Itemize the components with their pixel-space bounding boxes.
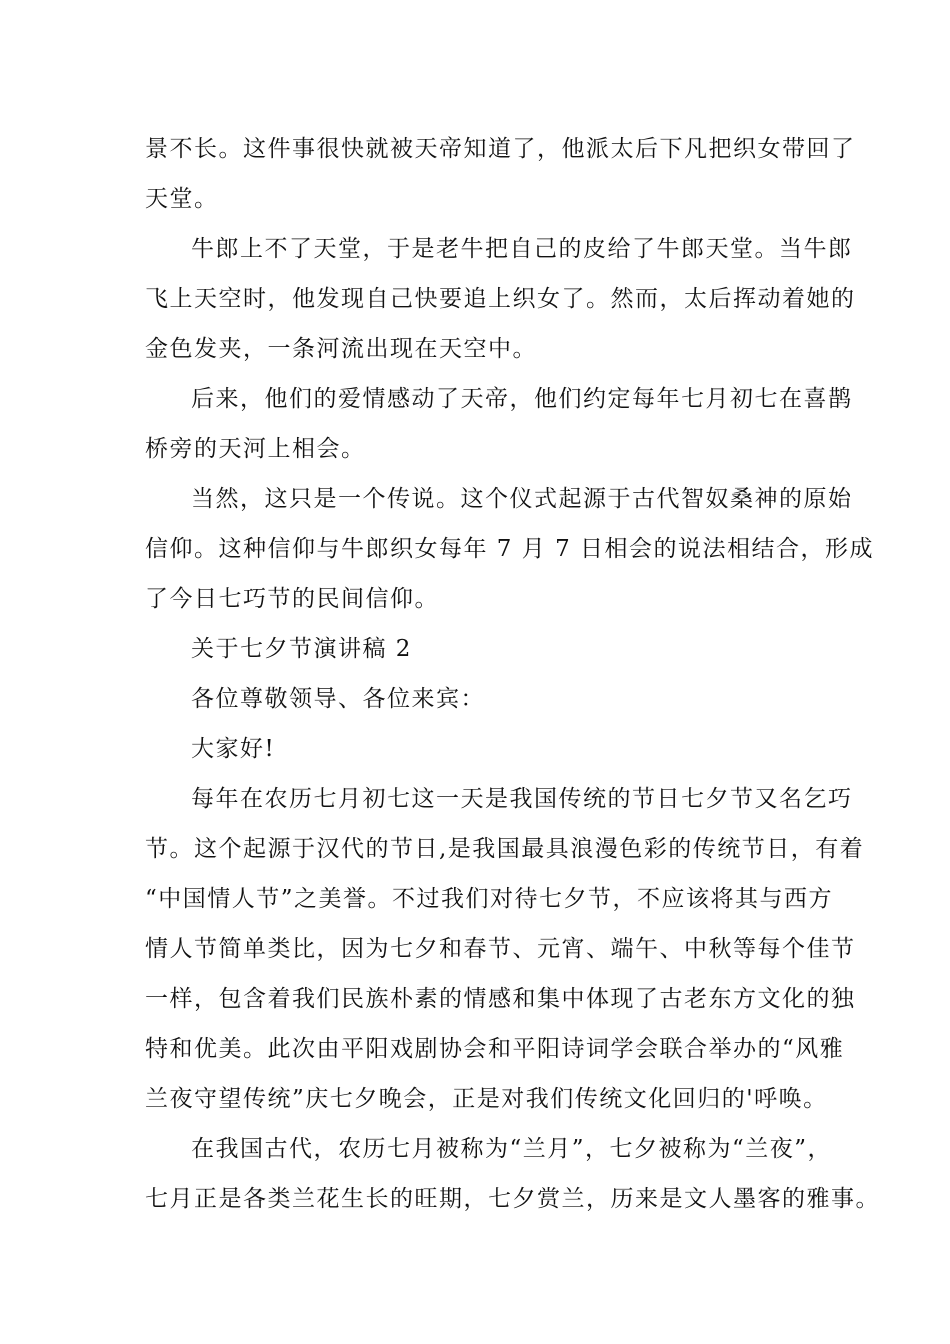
text-line: 了今日七巧节的民间信仰。: [145, 586, 439, 612]
paragraph-start-line: 在我国古代，农历七月被称为“兰月”，七夕被称为“兰夜”，: [191, 1136, 833, 1162]
text-line: 七月正是各类兰花生长的旺期，七夕赏兰，历来是文人墨客的雅事。: [145, 1186, 880, 1212]
section-heading: 关于七夕节演讲稿 2: [191, 636, 412, 662]
text-line: 天堂。: [145, 186, 219, 212]
paragraph-start-line: 后来，他们的爱情感动了天帝，他们约定每年七月初七在喜鹊: [191, 386, 853, 412]
document-body: [145, 124, 880, 1224]
greeting-line: 大家好!: [191, 736, 276, 762]
text-line: 情人节简单类比，因为七夕和春节、元宵、端午、中秋等每个佳节: [145, 936, 856, 962]
text-line: 景不长。这件事很快就被天帝知道了，他派太后下凡把织女带回了: [145, 136, 856, 162]
text-line: 兰夜守望传统”庆七夕晚会，正是对我们传统文化回归的'呼唤。: [145, 1086, 828, 1112]
text-line: 金色发夹，一条河流出现在天空中。: [145, 336, 537, 362]
text-line: 信仰。这种信仰与牛郎织女每年 7 月 7 日相会的说法相结合，形成: [145, 536, 875, 562]
salutation-line: 各位尊敬领导、各位来宾：: [191, 686, 485, 712]
paragraph-start-line: 牛郎上不了天堂，于是老牛把自己的皮给了牛郎天堂。当牛郎: [191, 236, 853, 262]
paragraph-start-line: 当然，这只是一个传说。这个仪式起源于古代智奴桑神的原始: [191, 486, 853, 512]
text-line: “中国情人节”之美誉。不过我们对待七夕节，不应该将其与西方: [145, 886, 834, 912]
text-line: 特和优美。此次由平阳戏剧协会和平阳诗词学会联合举办的“风雅: [145, 1036, 845, 1062]
paragraph-start-line: 每年在农历七月初七这一天是我国传统的节日七夕节又名乞巧: [191, 786, 853, 812]
text-line: 一样，包含着我们民族朴素的情感和集中体现了古老东方文化的独: [145, 986, 856, 1012]
text-line: 桥旁的天河上相会。: [145, 436, 366, 462]
text-line: 节。这个起源于汉代的节日,是我国最具浪漫色彩的传统节日，有着: [145, 836, 865, 862]
text-line: 飞上天空时，他发现自己快要追上织女了。然而，太后挥动着她的: [145, 286, 856, 312]
